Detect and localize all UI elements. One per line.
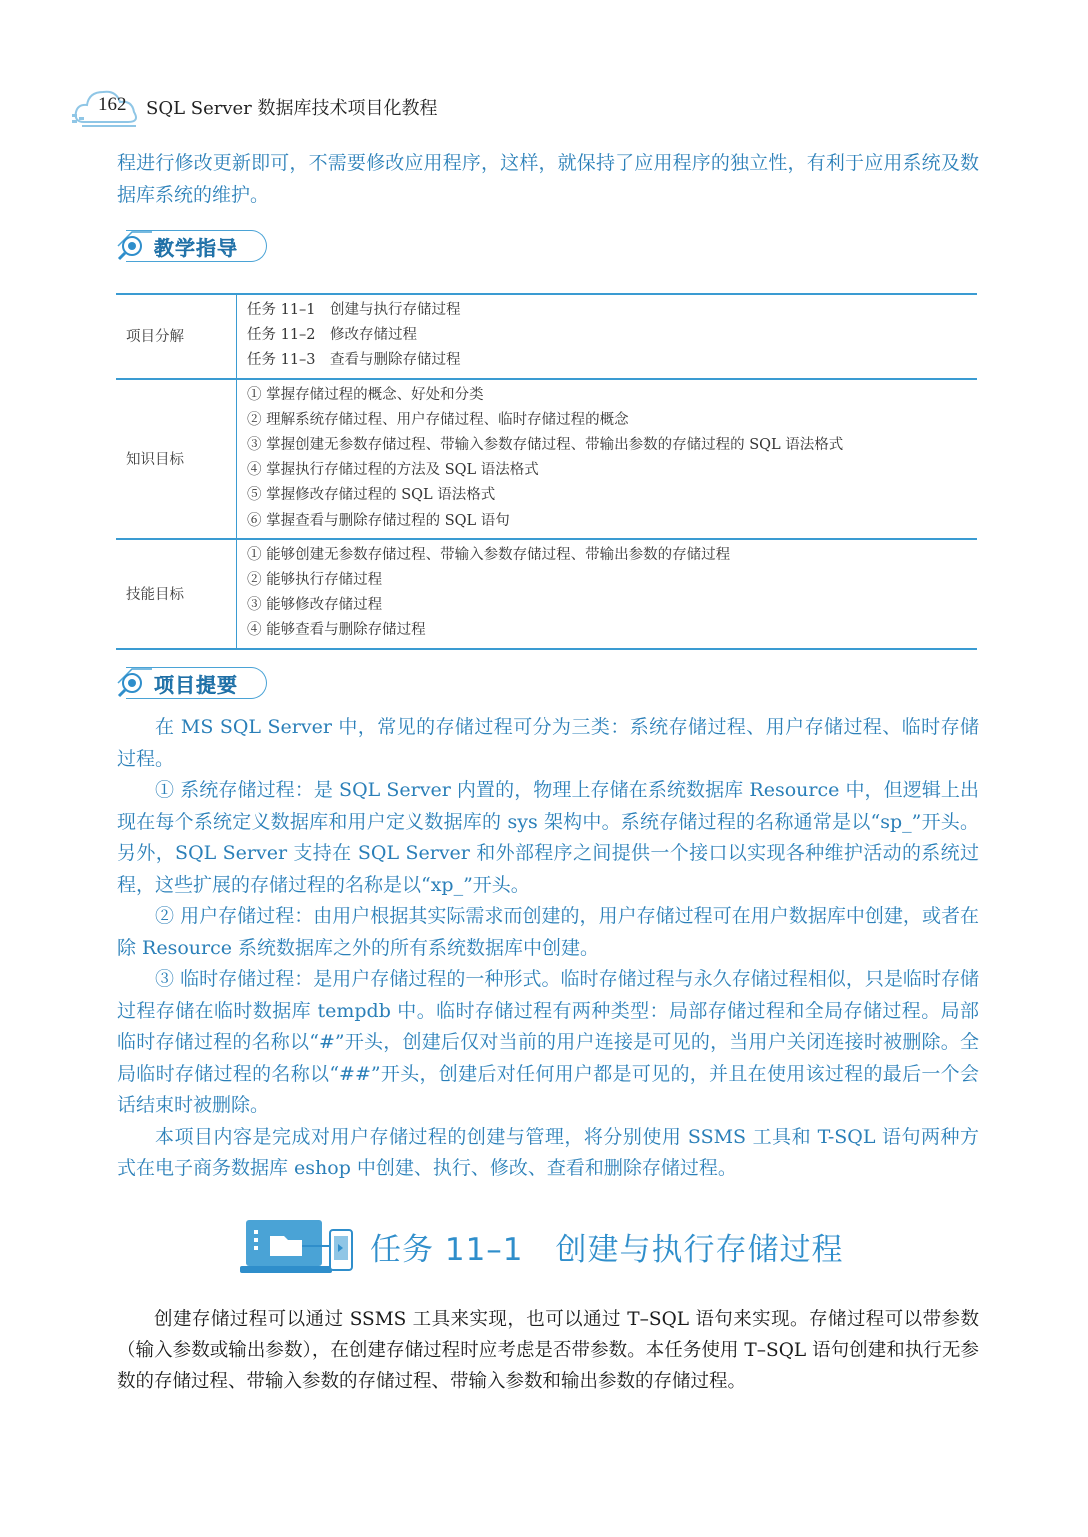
- table-item: ② 能够执行存储过程: [247, 572, 383, 589]
- table-items-cell: [237, 539, 978, 649]
- laptop-phone-icon: [240, 1216, 365, 1276]
- book-title: SQL Server 数据库技术项目化教程: [146, 98, 438, 119]
- section-badge-teaching-guide: [112, 226, 272, 266]
- table-category-cell: 项目分解: [116, 294, 237, 379]
- table-row: [116, 379, 977, 539]
- table-items-cell: [237, 379, 978, 539]
- overview-paragraph: 本项目内容是完成对用户存储过程的创建与管理，将分别使用 SSMS 工具和 T-SQL 语句两种方式在电子商务数据库 eshop 中创建、执行、修改、查看和删除存储过程。: [117, 1125, 979, 1179]
- task-body-text: 创建存储过程可以通过 SSMS 工具来实现，也可以通过 T–SQL 语句来实现。存储过程可以带参数（输入参数或输出参数），在创建存储过程时应考虑是否带参数。本任务使用 T–SQL 语句创建和执行无参数的存储过程、带输入参数的存储过程、带输入参数和输出参数的存储过程。: [117, 1309, 979, 1392]
- overview-paragraph: 在 MS SQL Server 中，常见的存储过程可分为三类：系统存储过程、用户存储过程、临时存储过程。: [117, 716, 979, 770]
- table-item: ② 理解系统存储过程、用户存储过程、临时存储过程的概念: [247, 411, 629, 428]
- intro-paragraph: [117, 148, 979, 211]
- table-item: ③ 掌握创建无参数存储过程、带输入参数存储过程、带输出参数的存储过程的 SQL 语法格式: [247, 437, 844, 454]
- task-title: 任务 11–1 创建与执行存储过程: [370, 1232, 844, 1268]
- magnifier-icon: [112, 226, 156, 266]
- page-number: 162: [98, 94, 127, 115]
- task-banner: [240, 1216, 880, 1276]
- table-item: 任务 11–3 查看与删除存储过程: [247, 352, 461, 369]
- table-row: [116, 539, 977, 649]
- table-item: ⑥ 掌握查看与删除存储过程的 SQL 语句: [247, 512, 510, 529]
- table-item: 任务 11–1 创建与执行存储过程: [247, 302, 461, 318]
- table-category-cell: 技能目标: [116, 539, 237, 649]
- section-badge-project-overview: [112, 663, 272, 703]
- table-items-cell: [237, 294, 978, 379]
- section-title-project-overview: 项目提要: [154, 673, 238, 697]
- table-category-cell: 知识目标: [116, 379, 237, 539]
- page-header: [70, 82, 570, 132]
- section-title-teaching-guide: 教学指导: [154, 236, 238, 260]
- table-item: ⑤ 掌握修改存储过程的 SQL 语法格式: [247, 487, 496, 504]
- intro-text: 程进行修改更新即可，不需要修改应用程序，这样，就保持了应用程序的独立性，有利于应用系统及数据库系统的维护。: [117, 152, 979, 206]
- table-row: [116, 294, 977, 379]
- task-body: [117, 1304, 979, 1397]
- overview-paragraph: ① 系统存储过程：是 SQL Server 内置的，物理上存储在系统数据库 Resource 中，但逻辑上出现在每个系统定义数据库和用户定义数据库的 sys 架构中。系统存储过程的名称通常是以“sp_”开头。另外，SQL Server 支持在 SQL Server 和外部程序之间提供一个接口以实现各种维护活动的系统过程，这些扩展的存储过程的名称是以“xp_”开头。: [117, 779, 980, 896]
- table-item: 任务 11–2 修改存储过程: [247, 327, 418, 344]
- table-item: ④ 能够查看与删除存储过程: [247, 622, 426, 639]
- magnifier-icon: [112, 663, 156, 703]
- table-item: ① 掌握存储过程的概念、好处和分类: [247, 386, 484, 403]
- table-item: ④ 掌握执行存储过程的方法及 SQL 语法格式: [247, 462, 539, 479]
- overview-paragraph: ② 用户存储过程：由用户根据其实际需求而创建的，用户存储过程可在用户数据库中创建，或者在除 Resource 系统数据库之外的所有系统数据库中创建。: [117, 905, 979, 959]
- table-item: ③ 能够修改存储过程: [247, 597, 383, 614]
- table-item: ① 能够创建无参数存储过程、带输入参数存储过程、带输出参数的存储过程: [247, 546, 731, 563]
- teaching-guide-table: [116, 293, 977, 650]
- overview-text: [117, 712, 979, 1185]
- overview-paragraph: ③ 临时存储过程：是用户存储过程的一种形式。临时存储过程与永久存储过程相似，只是临时存储过程存储在临时数据库 tempdb 中。临时存储过程有两种类型：局部存储过程和全局存储过程。局部临时存储过程的名称以“#”开头，创建后仅对当前的用户连接是可见的，当用户关闭连接时被删除。全局临时存储过程的名称以“##”开头，创建后对任何用户都是可见的，并且在使用该过程的最后一个会话结束时被删除。: [117, 968, 979, 1116]
